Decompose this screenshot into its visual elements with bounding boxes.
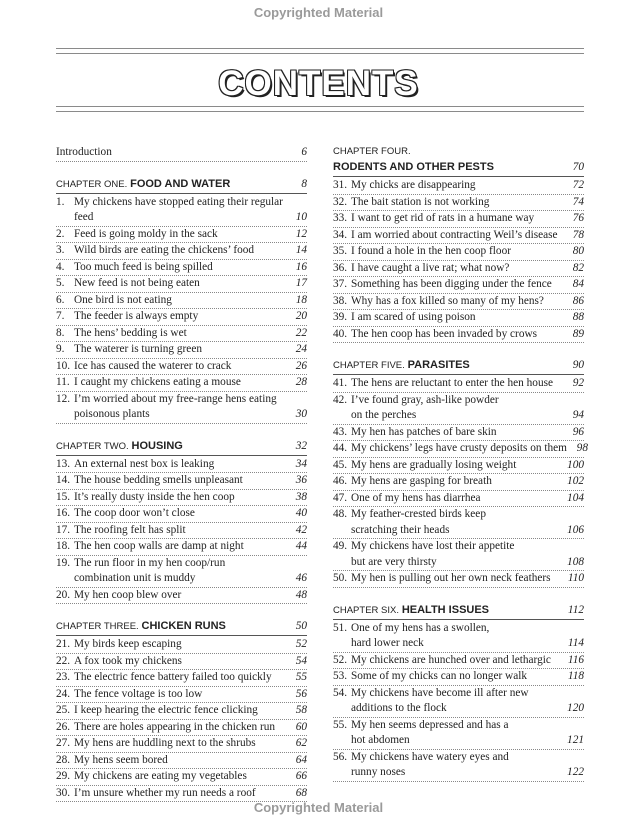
chapter-label <box>333 357 573 374</box>
toc-entry[interactable] <box>333 310 584 327</box>
toc-entry[interactable] <box>333 474 584 491</box>
chapter-prefix: CHAPTER THREE. <box>56 621 139 632</box>
chapter-label <box>56 618 296 635</box>
entry-title: The fence voltage is too low <box>74 687 203 700</box>
entry-title: One bird is not eating <box>74 293 172 306</box>
toc-entry[interactable] <box>333 228 584 245</box>
toc-entry[interactable] <box>333 669 584 686</box>
chapter-heading-rodents-and-other-pests[interactable] <box>333 159 584 177</box>
page-number: 100 <box>567 458 584 471</box>
page-number: 50 <box>295 620 307 632</box>
toc-entry[interactable] <box>56 326 307 343</box>
entry-title: hot abdomen <box>351 734 410 746</box>
entry-title: One of my hens has diarrhea <box>351 491 481 504</box>
entry-number: 7. <box>56 310 65 322</box>
page-number: 20 <box>295 310 307 322</box>
entry-number: 5. <box>56 277 65 289</box>
chapter-label <box>56 176 301 193</box>
entry-title: My hens are gasping for breath <box>351 475 492 487</box>
toc-entry[interactable] <box>333 393 584 409</box>
toc-entry[interactable] <box>56 769 307 786</box>
toc-entry[interactable] <box>56 506 307 523</box>
toc-entry[interactable] <box>56 753 307 770</box>
page-number: 106 <box>567 523 584 536</box>
chapter-label <box>56 438 296 455</box>
page-number: 40 <box>295 507 307 519</box>
entry-number: 9. <box>56 343 65 355</box>
entry-number: 33. <box>333 212 348 224</box>
toc-entry[interactable] <box>56 654 307 671</box>
entry-title: I caught my chickens eating a mouse <box>74 376 241 388</box>
toc-entry[interactable] <box>333 507 584 523</box>
entry-number: 32. <box>333 195 348 208</box>
entry-title: I am worried about contracting Weil’s disease <box>351 228 558 241</box>
toc-entry[interactable] <box>333 211 584 228</box>
page-title: CONTENTS <box>218 64 419 103</box>
entry-number: 4. <box>56 260 65 273</box>
page-number: 92 <box>572 377 584 389</box>
entry-number: 6. <box>56 293 65 306</box>
page-number: 82 <box>572 261 584 274</box>
toc-entry[interactable] <box>56 556 307 572</box>
page-number: 34 <box>295 457 307 470</box>
toc-entry[interactable] <box>333 425 584 442</box>
entry-number: 19. <box>56 556 71 569</box>
entry-title: My hens are huddling next to the shrubs <box>74 737 256 749</box>
entry-title: I found a hole in the hen coop floor <box>351 245 511 257</box>
page-number: 80 <box>572 245 584 257</box>
entry-title: My chicks are disappearing <box>351 179 476 191</box>
toc-left-column <box>56 145 307 802</box>
entry-title: Some of my chicks can no longer walk <box>351 670 528 682</box>
page-number: 46 <box>295 572 307 584</box>
entry-title: scratching their heads <box>351 523 450 536</box>
entry-title: I want to get rid of rats in a humane way <box>351 212 535 224</box>
page-number: 122 <box>567 766 584 778</box>
page-number: 55 <box>295 671 307 683</box>
page-number: 28 <box>295 376 307 388</box>
toc-entry[interactable] <box>56 227 307 244</box>
toc-entry[interactable] <box>333 261 584 278</box>
entry-number: 18. <box>56 540 71 552</box>
entry-title: My chickens have become ill after new <box>351 686 529 699</box>
entry-title: My hens seem bored <box>74 753 168 766</box>
entry-title: The electric fence battery failed too quickly <box>74 671 272 683</box>
toc-entry[interactable] <box>333 718 584 734</box>
chapter-heading-chicken-runs[interactable] <box>56 618 307 636</box>
toc-right-column <box>333 145 588 782</box>
entry-title: The roofing felt has split <box>74 523 186 536</box>
entry-number: 52. <box>333 653 348 666</box>
entry-title: The run floor in my hen coop/run <box>74 556 226 569</box>
page-number: 24 <box>295 343 307 355</box>
entry-title: The bait station is not working <box>351 195 490 208</box>
entry-title: My chickens have lost their appetite <box>351 540 515 552</box>
entry-title: The hen coop walls are damp at night <box>74 540 244 552</box>
entry-number: 24. <box>56 687 71 700</box>
toc-entry[interactable] <box>56 670 307 687</box>
toc-entry[interactable] <box>56 359 307 376</box>
toc-entry[interactable] <box>333 571 584 588</box>
toc-entry[interactable] <box>56 736 307 753</box>
page-number: 22 <box>295 326 307 339</box>
page-number: 94 <box>572 409 584 421</box>
toc-entry[interactable] <box>56 342 307 359</box>
page-number: 17 <box>295 277 307 289</box>
page-number: 48 <box>295 588 307 601</box>
entry-title: My hen is pulling out her own neck feathers <box>351 572 551 584</box>
chapter-label <box>333 159 573 176</box>
toc-entry[interactable] <box>56 392 307 408</box>
page-number: 104 <box>567 491 584 504</box>
page-number: 112 <box>567 603 584 616</box>
page-number: 98 <box>576 442 588 454</box>
entry-title: Too much feed is being spilled <box>74 260 213 273</box>
page-number: 30 <box>295 408 307 420</box>
entry-title: An external nest box is leaking <box>74 457 215 470</box>
section-spacer <box>333 343 584 357</box>
entry-number: 28. <box>56 753 71 766</box>
page-number: 102 <box>567 475 584 487</box>
entry-title: My birds keep escaping <box>74 638 182 650</box>
top-rule <box>56 48 584 54</box>
entry-number: 26. <box>56 720 71 733</box>
entry-number: 55. <box>333 718 348 731</box>
page-number: 118 <box>567 670 584 682</box>
page-number: 42 <box>295 523 307 536</box>
chapter-prefix: CHAPTER ONE. <box>56 178 128 190</box>
entry-number: 51. <box>333 621 348 634</box>
title-rule <box>56 106 584 112</box>
entry-title: My hens are gradually losing weight <box>351 458 517 471</box>
section-spacer <box>333 588 584 602</box>
chapter-heading-food-and-water[interactable] <box>56 176 307 194</box>
page-number: 114 <box>567 637 584 649</box>
toc-entry[interactable] <box>333 327 584 344</box>
section-spacer <box>56 424 307 438</box>
entry-number: 20. <box>56 588 71 601</box>
entry-number: 10. <box>56 359 71 372</box>
entry-title: My hen coop blew over <box>74 588 182 601</box>
entry-title: My chickens’ legs have crusty deposits on them <box>351 442 567 454</box>
entry-title: Introduction <box>56 146 112 158</box>
toc-entry[interactable] <box>56 588 307 605</box>
toc-entry[interactable] <box>56 195 307 211</box>
entry-title: Why has a fox killed so many of my hens? <box>351 294 544 307</box>
page-number: 8 <box>301 177 307 190</box>
entry-number: 48. <box>333 508 348 520</box>
chapter-name: FOOD AND WATER <box>130 177 231 190</box>
entry-title: One of my hens has a swollen, <box>351 621 490 634</box>
entry-number: 35. <box>333 245 348 257</box>
page-number: 6 <box>301 146 307 158</box>
section-spacer <box>56 162 307 176</box>
chapter-name: RODENTS AND OTHER PESTS <box>333 161 494 173</box>
entry-title: Wild birds are eating the chickens’ food <box>74 244 255 256</box>
entry-number: 44. <box>333 442 348 454</box>
entry-number: 29. <box>56 770 71 782</box>
toc-entry-continued[interactable] <box>333 408 584 425</box>
entry-number: 47. <box>333 491 348 504</box>
entry-title: My chickens are hunched over and lethargic <box>351 653 551 666</box>
entry-title: I keep hearing the electric fence clicking <box>74 704 258 716</box>
entry-number: 43. <box>333 425 348 438</box>
entry-number: 3. <box>56 244 65 256</box>
page-number: 54 <box>295 654 307 667</box>
toc-entry-continued[interactable] <box>333 555 584 572</box>
entry-title: The waterer is turning green <box>74 343 202 355</box>
entry-title: I’ve found gray, ash-like powder <box>351 393 499 406</box>
toc-entry[interactable] <box>56 523 307 540</box>
page-number: 74 <box>572 195 584 208</box>
page-number: 56 <box>295 687 307 700</box>
page-number: 72 <box>572 179 584 191</box>
toc-entry-introduction[interactable] <box>56 145 307 162</box>
entry-title: Ice has caused the waterer to crack <box>74 359 232 372</box>
page-number: 12 <box>295 227 307 240</box>
chapter-prefix: CHAPTER SIX. <box>333 604 399 616</box>
chapter-prefix: CHAPTER FIVE. <box>333 360 405 371</box>
chapter-name: PARASITES <box>407 359 470 371</box>
entry-title: combination unit is muddy <box>74 572 196 584</box>
chapter-heading-housing[interactable] <box>56 438 307 456</box>
entry-title: on the perches <box>351 409 417 421</box>
entry-title: The hens are reluctant to enter the hen house <box>351 377 554 389</box>
entry-title: The house bedding smells unpleasant <box>74 474 243 486</box>
page-number: 120 <box>567 702 584 714</box>
chapter-name: HEALTH ISSUES <box>401 603 490 616</box>
toc-entry[interactable] <box>56 293 307 310</box>
entry-number: 42. <box>333 393 348 406</box>
entry-title: feed <box>74 211 94 223</box>
toc-entry[interactable] <box>333 686 584 702</box>
page-number: 88 <box>572 311 584 323</box>
entry-title: poisonous plants <box>74 408 150 420</box>
entry-number: 1. <box>56 195 65 208</box>
toc-entry-continued[interactable] <box>56 571 307 588</box>
entry-number: 21. <box>56 638 71 650</box>
toc-entry[interactable] <box>333 294 584 311</box>
chapter-name: CHICKEN RUNS <box>141 620 226 632</box>
entry-number: 2. <box>56 227 65 240</box>
entry-title: There are holes appearing in the chicken run <box>74 720 276 733</box>
entry-number: 41. <box>333 377 348 389</box>
toc-entry[interactable] <box>56 457 307 474</box>
page-number: 44 <box>295 540 307 552</box>
toc-entry[interactable] <box>333 178 584 195</box>
entry-title: My hen seems depressed and has a <box>351 718 509 731</box>
entry-title: runny noses <box>351 766 406 778</box>
entry-title: I am scared of using poison <box>351 311 476 323</box>
page-number: 89 <box>572 327 584 340</box>
page-number: 110 <box>567 572 584 584</box>
page-number: 66 <box>295 770 307 782</box>
entry-title: but are very thirsty <box>351 555 437 568</box>
entry-title: Something has been digging under the fence <box>351 278 552 290</box>
toc-entry[interactable] <box>56 703 307 720</box>
toc-entry[interactable] <box>56 720 307 737</box>
page-number: 116 <box>567 653 584 666</box>
entry-title: additions to the flock <box>351 702 447 714</box>
entry-number: 25. <box>56 704 71 716</box>
page-number: 26 <box>295 359 307 372</box>
toc-entry-continued[interactable] <box>333 523 584 540</box>
entry-number: 31. <box>333 179 348 191</box>
entry-title: The hen coop has been invaded by crows <box>351 327 538 340</box>
entry-number: 34. <box>333 228 348 241</box>
page-number: 16 <box>295 260 307 273</box>
entry-number: 13. <box>56 457 71 470</box>
page-number: 70 <box>572 161 584 173</box>
toc-entry[interactable] <box>333 750 584 766</box>
entry-title: New feed is not being eaten <box>74 277 200 289</box>
entry-number: 38. <box>333 294 348 307</box>
page-number: 10 <box>295 211 307 223</box>
entry-number: 22. <box>56 654 71 667</box>
toc-entry[interactable] <box>56 687 307 704</box>
toc-entry[interactable] <box>333 491 584 508</box>
entry-number: 54. <box>333 686 348 699</box>
page-number: 62 <box>295 737 307 749</box>
toc-entry-continued[interactable] <box>56 407 307 424</box>
entry-number: 27. <box>56 737 71 749</box>
page-number: 108 <box>567 555 584 568</box>
entry-title: My chickens have watery eyes and <box>351 750 509 763</box>
entry-number: 45. <box>333 458 348 471</box>
entry-number: 40. <box>333 327 348 340</box>
page-number: 86 <box>572 294 584 307</box>
page-number: 121 <box>567 734 584 746</box>
chapter-four-prefix: CHAPTER FOUR. <box>333 146 411 157</box>
page-number: 38 <box>295 490 307 503</box>
chapter-heading-parasites[interactable] <box>333 357 584 375</box>
page-number: 14 <box>295 244 307 256</box>
toc-entry[interactable] <box>333 277 584 294</box>
toc-entry[interactable] <box>333 376 584 393</box>
copyright-watermark-top: Copyrighted Material <box>253 5 384 20</box>
copyright-watermark-bottom: Copyrighted Material <box>253 800 384 815</box>
entry-title: A fox took my chickens <box>74 654 182 667</box>
entry-title: My chickens are eating my vegetables <box>74 770 247 782</box>
entry-number: 56. <box>333 750 348 763</box>
chapter-label <box>333 602 568 619</box>
toc-entry-continued[interactable] <box>333 765 584 782</box>
page-number: 84 <box>572 278 584 290</box>
toc-entry[interactable] <box>56 375 307 392</box>
entry-number: 11. <box>56 376 70 388</box>
toc-entry-continued[interactable] <box>56 210 307 227</box>
toc-entry[interactable] <box>56 309 307 326</box>
entry-number: 49. <box>333 540 348 552</box>
entry-title: My hen has patches of bare skin <box>351 425 497 438</box>
chapter-heading-health-issues[interactable] <box>333 602 584 620</box>
entry-number: 17. <box>56 523 71 536</box>
entry-title: My feather-crested birds keep <box>351 508 486 520</box>
page-number: 96 <box>572 425 584 438</box>
entry-number: 37. <box>333 278 348 290</box>
toc-entry[interactable] <box>56 539 307 556</box>
chapter-prefix: CHAPTER TWO. <box>56 440 129 452</box>
toc-entry-continued[interactable] <box>333 733 584 750</box>
toc-entry[interactable] <box>333 458 584 475</box>
page-number: 78 <box>572 228 584 241</box>
entry-title: I’m unsure whether my run needs a roof <box>74 786 256 799</box>
toc-entry[interactable] <box>56 260 307 277</box>
page-number: 18 <box>295 293 307 306</box>
entry-number: 8. <box>56 326 65 339</box>
entry-number: 53. <box>333 670 348 682</box>
page-number: 76 <box>572 212 584 224</box>
toc-entry[interactable] <box>56 243 307 260</box>
entry-number: 39. <box>333 311 348 323</box>
entry-title: I’m worried about my free-range hens eating <box>74 392 277 405</box>
page-number: 60 <box>295 720 307 733</box>
entry-title: Feed is going moldy in the sack <box>74 227 218 240</box>
entry-title: The feeder is always empty <box>74 310 199 322</box>
page-number: 90 <box>572 359 584 371</box>
entry-title: I have caught a live rat; what now? <box>351 261 510 274</box>
entry-number: 23. <box>56 671 71 683</box>
section-spacer <box>56 604 307 618</box>
page-number: 64 <box>295 753 307 766</box>
entry-number: 12. <box>56 392 71 405</box>
toc-entry[interactable] <box>333 244 584 261</box>
entry-title: The coop door won’t close <box>74 507 195 519</box>
toc-entry[interactable] <box>56 276 307 293</box>
page-number: 68 <box>295 786 307 799</box>
entry-title: My chickens have stopped eating their regular <box>74 195 283 208</box>
toc-entry-continued[interactable] <box>333 636 584 653</box>
entry-number: 46. <box>333 475 348 487</box>
entry-number: 30. <box>56 786 71 799</box>
entry-number: 15. <box>56 490 71 503</box>
toc-entry[interactable] <box>333 621 584 637</box>
toc-entry[interactable] <box>56 473 307 490</box>
toc-entry-continued[interactable] <box>333 701 584 718</box>
toc-entry[interactable] <box>333 539 584 555</box>
toc-entry[interactable] <box>333 195 584 212</box>
chapter-name: HOUSING <box>131 439 183 452</box>
entry-title: It’s really dusty inside the hen coop <box>74 490 235 503</box>
toc-entry[interactable] <box>56 490 307 507</box>
entry-title: hard lower neck <box>351 637 424 649</box>
entry-number: 14. <box>56 474 71 486</box>
entry-title: The hens’ bedding is wet <box>74 326 187 339</box>
page-number: 52 <box>295 638 307 650</box>
entry-number: 36. <box>333 261 348 274</box>
page-number: 32 <box>295 439 307 452</box>
toc-entry[interactable] <box>56 637 307 654</box>
entry-number: 16. <box>56 507 71 519</box>
page-number: 36 <box>295 474 307 486</box>
toc-entry[interactable] <box>333 653 584 670</box>
entry-number: 50. <box>333 572 348 584</box>
page-number: 58 <box>295 704 307 716</box>
toc-entry[interactable] <box>333 441 588 458</box>
